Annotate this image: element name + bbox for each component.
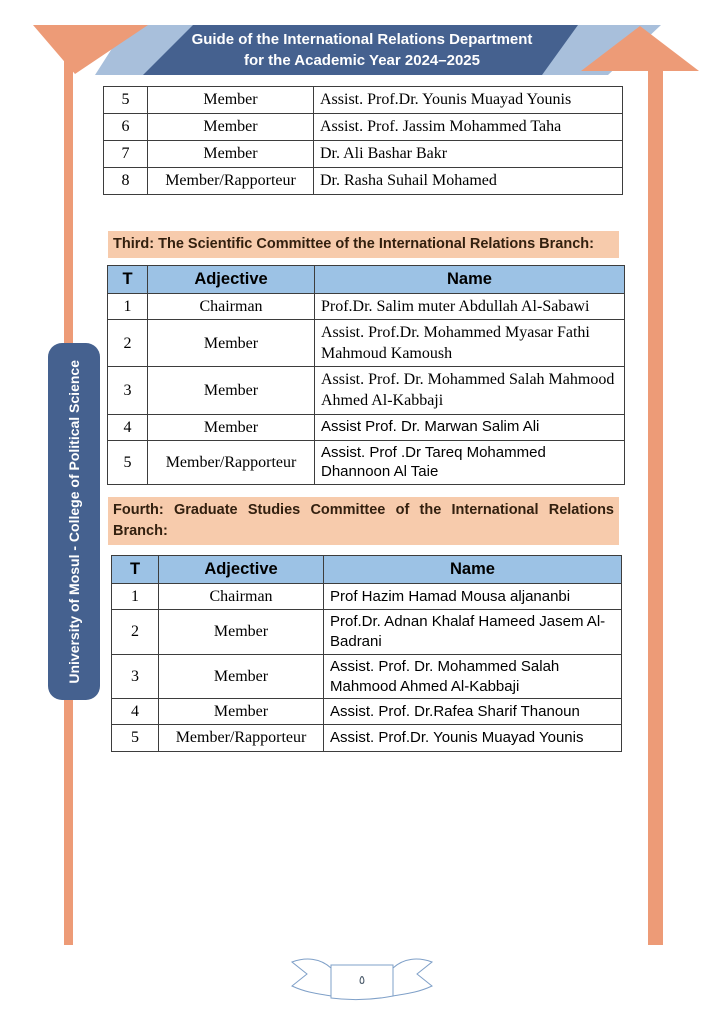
header-title-line1: Guide of the International Relations Department <box>191 31 533 48</box>
row-adjective: Chairman <box>159 584 324 610</box>
row-adjective: Member <box>148 414 315 440</box>
section-heading-third: Third: The Scientific Committee of the International Relations Branch: <box>108 231 619 258</box>
table-row <box>108 414 625 440</box>
row-name: Assist Prof. Dr. Marwan Salim Ali <box>315 414 625 440</box>
row-adjective: Member <box>148 114 314 141</box>
row-adjective: Member <box>148 87 314 114</box>
row-adjective: Member <box>159 610 324 655</box>
row-name: Prof.Dr. Adnan Khalaf Hameed Jasem Al-Badrani <box>324 610 622 655</box>
col-header-t: T <box>112 556 159 584</box>
row-name: Assist. Prof.Dr. Younis Muayad Younis <box>324 725 622 751</box>
row-number: 8 <box>104 168 148 195</box>
page-header-title <box>162 29 562 71</box>
table-row <box>104 87 623 114</box>
row-number: 5 <box>108 440 148 485</box>
row-name: Prof.Dr. Salim muter Abdullah Al-Sabawi <box>315 294 625 320</box>
section-heading-fourth: Fourth: Graduate Studies Committee of the International Relations Branch: <box>108 497 619 545</box>
col-header-name: Name <box>315 266 625 294</box>
row-adjective: Member <box>159 654 324 699</box>
row-name: Prof Hazim Hamad Mousa aljananbi <box>324 584 622 610</box>
ribbon-right-wing <box>393 959 432 996</box>
col-header-adjective: Adjective <box>148 266 315 294</box>
row-number: 4 <box>112 699 159 725</box>
col-header-name: Name <box>324 556 622 584</box>
row-number: 6 <box>104 114 148 141</box>
table-row <box>104 114 623 141</box>
table-row <box>104 168 623 195</box>
row-adjective: Member <box>159 699 324 725</box>
table-row <box>108 294 625 320</box>
scientific-committee-table <box>107 265 625 485</box>
page-number-ribbon <box>287 952 437 1006</box>
right-border-bar <box>648 64 663 945</box>
row-name: Assist. Prof.Dr. Mohammed Myasar Fathi Mahmoud Kamoush <box>315 320 625 367</box>
table-row <box>112 699 622 725</box>
members-table-continued <box>103 86 623 195</box>
table-row <box>112 654 622 699</box>
row-number: 3 <box>108 367 148 414</box>
row-name: Assist. Prof. Dr. Mohammed Salah Mahmood Ahmed Al-Kabbaji <box>324 654 622 699</box>
row-adjective: Member/Rapporteur <box>148 440 315 485</box>
table-row <box>112 584 622 610</box>
row-number: 7 <box>104 141 148 168</box>
row-adjective: Chairman <box>148 294 315 320</box>
col-header-adjective: Adjective <box>159 556 324 584</box>
row-adjective: Member/Rapporteur <box>159 725 324 751</box>
table-row <box>108 367 625 414</box>
page-number: ٥ <box>358 973 366 987</box>
table-row <box>112 725 622 751</box>
row-name: Assist. Prof .Dr Tareq Mohammed Dhannoon Al Taie <box>315 440 625 485</box>
sidebar-label-text: University of Mosul - College of Political Science <box>66 359 82 684</box>
header-title-line2: for the Academic Year 2024–2025 <box>244 52 480 69</box>
table-row <box>108 440 625 485</box>
table-header-row <box>108 266 625 294</box>
row-number: 5 <box>112 725 159 751</box>
row-adjective: Member <box>148 367 315 414</box>
row-name: Assist. Prof.Dr. Younis Muayad Younis <box>314 87 623 114</box>
table-row <box>104 141 623 168</box>
row-number: 2 <box>112 610 159 655</box>
row-name: Dr. Ali Bashar Bakr <box>314 141 623 168</box>
table-row <box>112 610 622 655</box>
row-adjective: Member <box>148 141 314 168</box>
row-number: 2 <box>108 320 148 367</box>
row-adjective: Member <box>148 320 315 367</box>
table-row <box>108 320 625 367</box>
sidebar-university-label <box>48 343 100 700</box>
row-name: Assist. Prof. Dr. Mohammed Salah Mahmood Ahmed Al-Kabbaji <box>315 367 625 414</box>
row-name: Assist. Prof. Dr.Rafea Sharif Thanoun <box>324 699 622 725</box>
row-number: 3 <box>112 654 159 699</box>
ribbon-left-wing <box>292 959 331 996</box>
row-number: 5 <box>104 87 148 114</box>
graduate-studies-committee-table <box>111 555 622 752</box>
row-adjective: Member/Rapporteur <box>148 168 314 195</box>
row-number: 4 <box>108 414 148 440</box>
row-name: Dr. Rasha Suhail Mohamed <box>314 168 623 195</box>
row-name: Assist. Prof. Jassim Mohammed Taha <box>314 114 623 141</box>
col-header-t: T <box>108 266 148 294</box>
row-number: 1 <box>112 584 159 610</box>
table-header-row <box>112 556 622 584</box>
row-number: 1 <box>108 294 148 320</box>
